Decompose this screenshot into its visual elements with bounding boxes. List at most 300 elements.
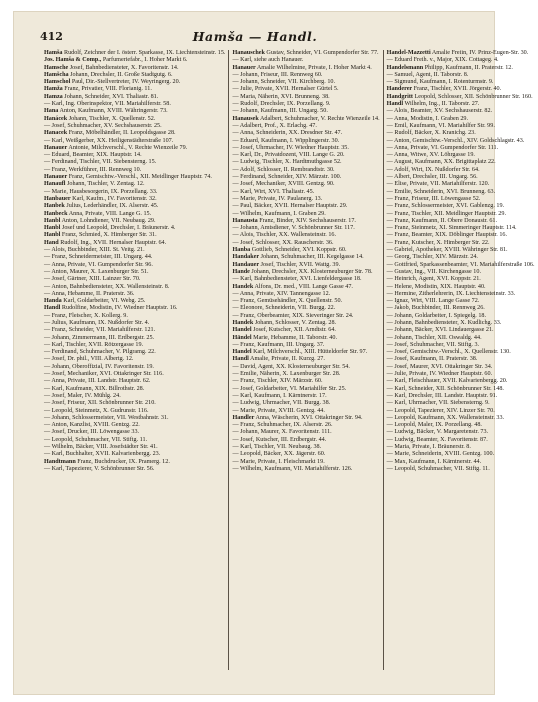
directory-entry [44,356,225,363]
entry-details: — Ludwig, Bäcker, V. Margaretenstr. 73. [386,429,489,436]
directory-entry [387,298,535,305]
directory-entry [387,429,535,436]
directory-entry [232,65,379,72]
entry-details: Rudolf, Ing., XVII. Hernalser Hauptstr. 64. [58,239,167,246]
entry-details: — Gustav, Ing., VII. Kirchengasse 10. [386,268,481,275]
directory-entry [44,145,225,152]
entry-details: Adalbert, Schuhmacher, V. Rechte Wienzeile 14. [258,115,380,122]
entry-details: — Hermine, Zitherlehrerin, IX. Liechtensteinstr. 33. [386,290,516,297]
directory-entry [44,203,225,210]
entry-details: Johann, Drechsler, XX. Klosterneuburger Str. 78. [249,268,373,275]
directory-entry [232,444,379,451]
directory-entry [44,371,225,378]
entry-details: — Leopold, Bäcker, XX. Jägerstr. 60. [232,451,326,458]
entry-details: Gustav, Schneider, VI. Gumpendorfer Str. 77. [264,50,379,56]
directory-entry [387,466,535,473]
entry-details: — Leopold, Maler, IX. Porzellang. 48. [386,422,482,429]
entry-surname: Hamschol [44,79,71,86]
directory-entry [232,50,379,57]
entry-details: — Johann, Zimmermann, III. Erdbergstr. 25. [44,334,155,341]
entry-surname: Hana [44,108,59,115]
page-number: 412 [40,30,63,43]
directory-entry [232,262,379,269]
entry-details: — Julie, Private, XVII. Hernalser Gürtel 5. [232,86,339,93]
directory-entry [387,65,535,72]
directory-entry [44,174,225,181]
directory-entry [232,459,379,466]
column-1 [44,50,228,670]
entry-details: — Helene, Modistin, XIX. Hauptstr. 40. [386,283,486,290]
directory-entry [44,240,225,247]
directory-entry [44,378,225,385]
directory-entry [387,108,535,115]
directory-entry [44,415,225,422]
directory-entry [232,108,379,115]
directory-entry [44,437,225,444]
directory-entry [232,276,379,283]
directory-entry [232,429,379,436]
entry-details: — Adolf, Wirt, IX. Nußdorfer Str. 64. [386,166,480,173]
entry-details: — Josef, Schuhmacher, XV. Sechshauserstr. 25. [44,122,162,129]
entry-surname: Hanbl [44,232,61,239]
entry-details: — Karl, Wirt, XVI. Thaliastr. 45. [232,188,315,195]
entry-details: — Marie, Private, IV. Paulanerg. 13. [232,195,323,202]
entry-details: — Anna, Private, VI. Gumpendorfer Str. 111. [386,144,499,151]
directory-entry [232,415,379,422]
entry-details: — Wilhelm, Kaufmann, I. Graben 29. [232,210,326,217]
entry-surname: Handek [232,283,254,290]
directory-entry [44,57,225,64]
entry-details: — Anton, Kanzlist, XVIII. Gentzg. 22. [44,422,140,429]
directory-entry [387,386,535,393]
entry-details: — Sigmund, Kaufmann, I. Rotenturmstr. 9. [386,79,494,86]
entry-details: — Leopold, Kaufmann, XX. Wallensteinstr. 33. [386,414,505,421]
entry-details: — Johann, Oberoffizial, IV. Favoritenstr. 19. [44,363,154,370]
entry-details: Antonie, Milchverschl., V. Rechte Wienzeile 79. [67,144,188,151]
entry-details: — Emilie, Schneiderin, XVI. Brunneng. 63. [386,188,496,195]
directory-entry [387,181,535,188]
directory-entry [232,72,379,79]
directory-entry [232,437,379,444]
directory-entry [232,284,379,291]
entry-details: Alfons, Dr. med., VIII. Lange Gasse 47. [253,283,353,290]
directory-entry [44,335,225,342]
entry-details: — Karl, Fleischhauer, XVII. Kalvarienbergg. 20. [386,378,508,385]
directory-entry [387,196,535,203]
directory-entry [387,159,535,166]
directory-entry [232,116,379,123]
entry-details: — Franz, Tischler, XIV. Märzstr. 60. [232,378,323,385]
page-header [40,30,470,44]
entry-details: — Leopold, Schuhmacher, VII. Stiftg. 11. [44,436,148,443]
entry-surname: Hanauer [232,64,256,71]
directory-entry [44,342,225,349]
entry-details: Franz, Binder, XIV. Sechshauserstr. 17. [257,217,356,224]
entry-details: — Alois, Beamter, XV. Sechshauserstr. 82. [386,108,493,115]
entry-details: — Gabriel, Apotheker, XVIII. Währinger Str. 81. [386,247,508,254]
entry-details: Anna, Private, VIII. Lange G. 15. [67,210,152,217]
entry-details: — Emilie, Näherin, X. Laxenburger Str. 28. [232,371,341,378]
entry-surname: Hanauer [44,174,68,181]
entry-details: — Anna, Schneiderin, XX. Dresdner Str. 47. [232,130,343,137]
entry-details: Julius, Lederhändler, IX. Alserstr. 45. [64,203,159,210]
entry-details: — Anna, Hebamme, II. Praterstr. 36. [44,290,135,297]
entry-surname: Handl [44,305,61,312]
entry-details: — Georg, Tischler, XIV. Märzstr. 24. [386,254,478,261]
directory-entry [387,79,535,86]
entry-surname: Jos. Hamša & Comp., [44,57,102,64]
entry-details: — Johann, Schneider, VII. Kirchberg. 10. [232,79,335,86]
directory-entry [232,240,379,247]
directory-entry [387,459,535,466]
directory-entry [232,254,379,261]
directory-entry [232,189,379,196]
entry-details: — Elise, Private, VII. Mariahilferstr. 120. [386,181,490,188]
entry-details: Josef, Tischler, XVII. Wattg. 39. [259,261,341,268]
entry-surname: Hanbeck [44,210,68,217]
entry-surname: Hamza [44,93,63,100]
entry-details: — Josef, Gärtner, XIII. Lainzer Str. 70. [44,276,141,283]
entry-surname: Hanbek [44,203,65,210]
directory-entry [44,108,225,115]
entry-details: Franz, Privatier, VIII. Florianig. 11. [62,86,152,93]
directory-entry [44,276,225,283]
entry-details: — Franz, Kaufmann, II. Obere Donaustr. 61. [386,217,498,224]
directory-entry [387,50,535,57]
entry-details: — Johann, Goldarbeiter, I. Spiegelg. 18. [386,312,487,319]
entry-details: — Karl, Uhrmacher, VII. Siebensterng. 9. [386,400,490,407]
entry-details: — Anton, Gemischtw.-Verschl., XIV. Goldschlagstr. 43. [386,137,525,144]
entry-details: — Johann, Bahnbediensteter, X. Kudlichg. 33. [386,319,502,326]
directory-columns [44,50,535,670]
entry-details: — Albert, Drechsler, III. Ungarg. 56. [386,174,478,181]
entry-details: Marie, Hebamme, II. Taborstr. 40. [251,334,337,341]
entry-surname: Handler [232,414,255,421]
entry-surname: Handelsmann [386,64,424,71]
directory-entry [232,298,379,305]
entry-details: — Johann, Maurer, X. Favoritenstr. 111. [232,429,332,436]
directory-entry [387,305,535,312]
directory-entry [44,138,225,145]
entry-details: Franz, Gemischtw.-Verschl., XII. Meidlinger Hauptstr. 74. [67,174,212,181]
entry-details: — Franz, Schneidermeister, III. Ungarg. 44. [44,254,153,261]
directory-entry [44,116,225,123]
directory-entry [232,138,379,145]
directory-entry [232,408,379,415]
directory-entry [232,393,379,400]
directory-entry [387,225,535,232]
entry-details: — Franz, Schneider, VII. Mariahilferstr. 121. [44,327,156,334]
directory-entry [387,116,535,123]
entry-details: — Josef, Drucker, III. Löwengasse 33. [44,429,140,436]
directory-entry [232,94,379,101]
entry-details: Johann, Schneider, XVI. Thaliastr. 81. [62,93,159,100]
directory-entry [387,451,535,458]
directory-entry [44,327,225,334]
entry-details: — Eleonore, Schneiderin, VII. Burgg. 22. [232,305,336,312]
entry-details: Franz, Möbelhändler, II. Leopoldsgasse 28. [67,130,176,137]
entry-details: — Max, Kaufmann, I. Kärntnerstr. 44. [386,458,482,465]
directory-entry [44,313,225,320]
entry-details: Johann, Schuhmacher, III. Kegelgasse 14. [259,254,364,261]
directory-entry [44,262,225,269]
directory-entry [232,291,379,298]
entry-details: — Alois, Buchbinder, XIII. St. Veitg. 21. [44,247,145,254]
entry-details: Karl, Kaufm., IV. Favoritenstr. 32. [70,195,157,202]
entry-details: — Marie, Private, I. Fleischmarkt 19. [232,458,325,465]
entry-details: — Johann, Kaufmann, III. Ungarg. 50. [232,108,328,115]
directory-entry [387,327,535,334]
entry-details: — Karl, Kaufmann, I. Kärntnerstr. 17. [232,392,327,399]
directory-entry [44,364,225,371]
directory-entry [44,444,225,451]
entry-details: — Eduard, Beamter, XIX. Hauptstr. 14. [44,152,142,159]
directory-entry [387,422,535,429]
entry-details: — Marie, Hausbesorgerin, IX. Porzellang. 33. [44,188,158,195]
entry-details: — Anna, Private, III. Landstr. Hauptstr. 62. [44,378,151,385]
entry-details: — Wilhelm, Kaufmann, VII. Mariahilferstr. 126. [232,465,353,472]
directory-entry [387,320,535,327]
entry-details: Josef und Leopold, Drechsler, I. Bräunerstr. 4. [60,225,176,232]
directory-entry [232,181,379,188]
directory-entry [44,451,225,458]
entry-surname: Handl [232,356,249,363]
directory-entry [44,159,225,166]
entry-surname: Handauer [232,261,260,268]
directory-entry [44,429,225,436]
entry-surname: Hanbl [44,225,61,232]
directory-entry [44,167,225,174]
entry-details: — Franz, Kaufmann, III. Ungarg. 37. [232,341,325,348]
entry-surname: Handl [386,101,404,108]
entry-details: — Karl, Tapezierer, V. Schönbrunner Str. 56. [44,465,155,472]
entry-surname: Hamža [44,86,63,93]
entry-details: — Leopold, Tapezierer, XIV. Linzer Str. 70. [386,407,495,414]
directory-entry [232,152,379,159]
directory-entry [44,284,225,291]
entry-details: Amalie Freiin, IV. Prinz-Eugen-Str. 30. [430,50,529,56]
directory-entry [44,152,225,159]
entry-details: — Karl, Kaufmann, XIX. Billrothstr. 28. [44,385,145,392]
entry-details: Paul, Dir.-Stellvertreter, IV. Weyringerg. 20. [70,79,181,86]
entry-details: — Anna, Private, VI. Gumpendorfer Str. 96. [44,261,153,268]
directory-entry [387,211,535,218]
directory-entry [387,254,535,261]
entry-details: — Karl, Drechsler, III. Landstr. Hauptstr. 91. [386,392,498,399]
entry-details: — Josef, Maurer, XVI. Ottakringer Str. 34. [386,363,493,370]
entry-surname: Handtmann [44,458,76,465]
directory-entry [44,386,225,393]
directory-entry [232,159,379,166]
directory-entry [387,400,535,407]
directory-entry [232,247,379,254]
entry-details: Anton, Lohndiener, VII. Neubaug. 29. [60,217,156,224]
entry-surname: Hanauer [44,144,68,151]
directory-entry [44,181,225,188]
directory-entry [44,130,225,137]
directory-entry [232,356,379,363]
entry-details: — Karl, Dr., Privatdozent, VIII. Lange G. 20. [232,152,345,159]
entry-details: — Franz, Schuhmacher, IX. Alserstr. 26. [232,422,333,429]
entry-details: — Franz, Gemüsehändler, X. Quellenstr. 50. [232,298,343,305]
directory-entry [387,189,535,196]
entry-details: — Franz, Steinmetz, XI. Simmeringer Hauptstr. 114. [386,225,517,232]
directory-entry [232,196,379,203]
entry-details: — Ludwig, Tischler, X. Hardtmuthgasse 52. [232,159,342,166]
entry-details: Rudolf, Zeichner der I. österr. Sparkasse, IX. Liechtensteinstr. 15. [62,50,226,56]
entry-details: Anton, Kaufmann, XVIII. Währingerstr. 73. [58,108,168,115]
entry-details: — Josef, Schlosser, XX. Rauscherstr. 36. [232,239,334,246]
entry-surname: Hanbl [44,217,61,224]
directory-entry [232,305,379,312]
entry-surname: Hande [232,268,250,275]
entry-details: — Johann, Tischler, XII. Oswaldg. 44. [386,334,482,341]
directory-entry [44,196,225,203]
entry-details: — Josef, Goldarbeiter, VI. Mariahilfer Str. 25. [232,385,347,392]
entry-details: — Emil, Kaufmann, VI. Mariahilfer Str. 99. [386,122,495,129]
directory-entry [232,400,379,407]
entry-surname: Hanbauer [44,195,71,202]
column-2 [228,50,382,670]
directory-entry [232,232,379,239]
directory-entry [387,57,535,64]
directory-entry [232,57,379,64]
entry-surname: Hamsche [44,64,69,71]
directory-entry [44,94,225,101]
entry-details: — Franz, Fleischer, X. Kollerg. 9. [44,312,128,319]
directory-entry [387,138,535,145]
directory-entry [387,284,535,291]
entry-details: — Ferdinand, Schneider, XIV. Märzstr. 100. [232,174,342,181]
entry-details: — Karl, Bahnbediensteter, XVI. Lienfeldergasse 18. [232,276,362,283]
entry-details: — Franz, Werkführer, III. Rennweg 10. [44,166,142,173]
entry-surname: Handek [232,319,254,326]
entry-surname: Handel [232,327,252,334]
directory-entry [387,444,535,451]
entry-details: — Franz, Kutscher, X. Himberger Str. 22. [386,239,490,246]
directory-entry [44,291,225,298]
entry-details: — Karl, Schneider, XII. Schönbrunner Str. 148. [386,385,504,392]
entry-details: — Eduard Freih. v., Major, XIX. Cottageg. 4. [386,57,499,64]
directory-entry [232,79,379,86]
entry-details: — Josef, Mechaniker, XVIII. Gentzg. 90. [232,181,335,188]
entry-details: — Karl, Buchhalter, XVII. Kalvarienbergg. 23. [44,451,161,458]
entry-details: Amalie Wilhelmine, Private, I. Hoher Markt 4. [255,64,372,71]
entry-details: — Josef, Friseur, XII. Schönbrunner Str. 210. [44,400,156,407]
directory-entry [387,393,535,400]
entry-surname: Hanausek [232,115,259,122]
entry-surname: Handel-Mazzetti [386,50,431,56]
entry-details: — Johann, Schlossermeister, VII. Westbahnstr. 31. [44,414,169,421]
directory-entry [387,291,535,298]
entry-details: — Rudolf, Bäcker, X. Kranichg. 23. [386,130,476,137]
directory-entry [387,240,535,247]
directory-entry [232,203,379,210]
directory-entry [387,371,535,378]
directory-entry [232,466,379,473]
entry-details: — Franz, Beamter, XIX. Döblinger Hauptstr. 16. [386,232,507,239]
entry-details: — Ferdinand, Schuhmacher, V. Pilgramg. 22. [44,349,156,356]
directory-entry [44,466,225,473]
entry-details: — Ferdinand, Tischler, VII. Siebensterng. 15. [44,159,157,166]
entry-details: — Leopold, Steinmetz, X. Gudrunstr. 116. [44,407,149,414]
directory-entry [387,247,535,254]
directory-entry [232,371,379,378]
entry-details: Amalie, Private, II. Kurzg. 27. [248,356,325,363]
entry-surname: Hamšcha [44,71,69,78]
directory-entry [44,232,225,239]
entry-surname: Hanauschek [232,50,265,56]
entry-details: — Anton, Bahnbediensteter, XX. Wallensteinstr. 8. [44,283,170,290]
entry-details: Karl, Milchverschl., XIII. Hütteldorfer Str. 97. [251,349,368,356]
directory-entry [387,356,535,363]
entry-surname: Hanausta [232,217,258,224]
entry-details: — Adalbert, Prof., X. Erlachg. 47. [232,122,317,129]
entry-details: — Josef, Dr. phil., VIII. Albertg. 12. [44,356,134,363]
directory-entry [232,451,379,458]
directory-entry [44,65,225,72]
directory-entry [387,94,535,101]
entry-details: — Julius, Kaufmann, IX. Nußdorfer Str. 4. [44,319,150,326]
directory-entry [44,189,225,196]
entry-surname: Hanba [232,247,251,254]
entry-details: — Johann, Friseur, III. Rennweg 60. [232,71,323,78]
directory-entry [387,262,535,269]
directory-entry [232,211,379,218]
directory-page [14,12,535,694]
entry-details: — Josef, Uhrmacher, IV. Wiedner Hauptstr. 35. [232,144,349,151]
entry-details: — Eduard, Kaufmann, I. Wipplingerstr. 30. [232,137,340,144]
entry-details: — Marie, Private, XVIII. Gentzg. 44. [232,407,325,414]
entry-details: — Karl, Tischler, VII. Neubaug. 38. [232,444,322,451]
entry-details: — Julie, Private, IV. Wiedner Hauptstr. 60. [386,371,493,378]
directory-entry [232,123,379,130]
entry-details: — Maria, Näherin, XVI. Brunneng. 38. [232,93,330,100]
entry-details: — Rudolf, Drechsler, IX. Porzellang. 9. [232,101,331,108]
entry-surname: Hanaufl [44,181,66,188]
entry-details: — Ignaz, Wirt, VIII. Lange Gasse 72. [386,298,480,305]
entry-details: Johann, Schlosser, V. Zentag. 28. [253,319,337,326]
directory-entry [44,123,225,130]
directory-entry [387,437,535,444]
directory-entry [232,225,379,232]
entry-details: — Franz, Friseur, III. Löwengasse 52. [386,195,481,202]
directory-entry [232,364,379,371]
entry-details: Leopold, Schlosser, XII. Schönbrunner Str. 160. [412,93,533,100]
entry-details: Josef, Bahnbediensteter, X. Favoritenstr. 14. [68,64,179,71]
entry-details: — David, Agent, XX. Klosterneuburger Str. 54. [232,363,350,370]
entry-details: — Heinrich, Agent, XVI. Koppstr. 21. [386,276,481,283]
entry-details: Gottlieb, Schneider, XVI. Koppstr. 60. [250,247,347,254]
entry-details: — Gottfried, Sparkassenbeamter, VI. Mariahilferstraße 106. [386,261,535,268]
entry-details: — Anna, Private, XIV. Tannengasse 12. [232,290,331,297]
directory-entry [44,408,225,415]
directory-entry [44,225,225,232]
entry-details: — Josef, Gemischtw.-Verschl., X. Quellenstr. 130. [386,349,511,356]
directory-entry [232,167,379,174]
entry-details: Franz, Buchdrucker, IX. Pramerg. 12. [75,458,170,465]
directory-entry [44,247,225,254]
entry-details: Johann, Drechsler, II. Große Stadtgutg. 6. [68,71,173,78]
directory-entry [387,130,535,137]
directory-entry [232,145,379,152]
entry-details: — Karl, siehe auch Hanauer. [232,57,304,64]
entry-details: Johann, Tischler, V. Zentag. 12. [65,181,145,188]
directory-entry [232,218,379,225]
entry-details: — Johann, Amtsdiener, V. Schönbrunner Str. 117. [232,225,355,232]
directory-entry [387,269,535,276]
entry-details: — Samuel, Agent, II. Taborstr. 8. [386,71,469,78]
